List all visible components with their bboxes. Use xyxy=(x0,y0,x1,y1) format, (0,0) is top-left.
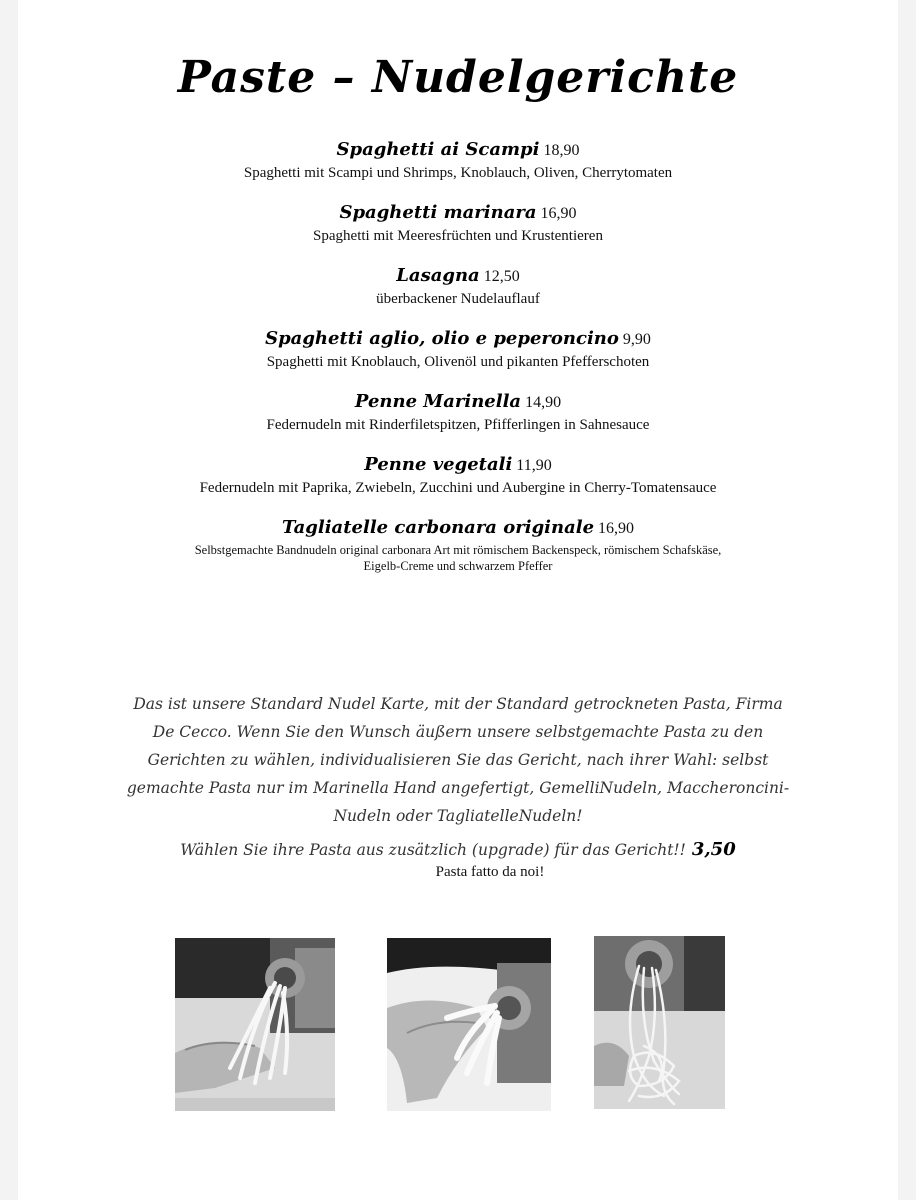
menu-item xyxy=(0,388,916,435)
dish-description-line-2: Eigelb-Creme und schwarzem Pfeffer xyxy=(363,559,553,573)
maccheroncini-hand-photo xyxy=(387,938,551,1111)
menu-item xyxy=(0,199,916,246)
dish-name: Spaghetti ai Scampi xyxy=(336,139,540,160)
dish-price: 11,90 xyxy=(516,457,552,474)
upgrade-offer xyxy=(0,836,916,864)
page-title: Paste – Nudelgerichte xyxy=(177,52,739,103)
dish-price: 18,90 xyxy=(543,142,580,159)
dish-description: Spaghetti mit Knoblauch, Olivenöl und pikanten Pfefferschoten xyxy=(266,354,650,370)
pasta-note xyxy=(100,690,816,830)
dish-description: überbackener Nudelauflauf xyxy=(376,291,540,307)
menu-item xyxy=(0,451,916,498)
dish-description: Federnudeln mit Rinderfiletspitzen, Pfifferlingen in Sahnesauce xyxy=(266,417,650,433)
dish-price: 9,90 xyxy=(622,331,651,348)
dish-name: Spaghetti aglio, olio e peperoncino xyxy=(265,328,619,349)
menu-item xyxy=(0,325,916,372)
note-line: De Cecco. Wenn Sie den Wunsch äußern unsere selbstgemachte Pasta zu den xyxy=(152,723,764,741)
upgrade-price: 3,50 xyxy=(691,839,736,860)
pasta-extruder-hand-photo xyxy=(175,938,335,1111)
menu-item xyxy=(0,262,916,309)
note-line: Gerichten zu wählen, individualisieren Sie das Gericht, nach ihrer Wahl: selbst xyxy=(147,751,769,769)
note-line: gemachte Pasta nur im Marinella Hand angefertigt, GemelliNudeln, Maccheroncini- xyxy=(126,779,790,797)
dish-description: Spaghetti mit Meeresfrüchten und Krustentieren xyxy=(313,228,603,244)
menu-item xyxy=(0,514,916,574)
dish-description: Federnudeln mit Paprika, Zwiebeln, Zucchini und Aubergine in Cherry-Tomatensauce xyxy=(199,480,717,496)
dish-description: Spaghetti mit Scampi und Shrimps, Knoblauch, Oliven, Cherrytomaten xyxy=(243,165,673,181)
dish-price: 12,50 xyxy=(483,268,520,285)
tagliatelle-machine-photo xyxy=(594,936,725,1109)
note-line: Das ist unsere Standard Nudel Karte, mit der Standard getrockneten Pasta, Firma xyxy=(133,695,783,713)
upgrade-text: Wählen Sie ihre Pasta aus zusätzlich (upgrade) für das Gericht!! xyxy=(180,841,686,859)
dish-price: 16,90 xyxy=(598,520,635,537)
dish-name: Lasagna xyxy=(396,265,480,286)
dish-name: Tagliatelle carbonara originale xyxy=(281,517,595,538)
dish-list xyxy=(0,136,916,590)
menu-item xyxy=(0,136,916,183)
dish-name: Penne vegetali xyxy=(364,454,513,475)
note-line: Nudeln oder TagliatelleNudeln! xyxy=(333,807,583,825)
dish-price: 14,90 xyxy=(525,394,562,411)
pasta-fatto-da-noi: Pasta fatto da noi! xyxy=(435,864,545,880)
dish-description-line-1: Selbstgemachte Bandnudeln original carbonara Art mit römischem Backenspeck, römischem Schafskäse, xyxy=(194,543,722,557)
dish-price: 16,90 xyxy=(540,205,577,222)
dish-name: Penne Marinella xyxy=(354,391,522,412)
dish-name: Spaghetti marinara xyxy=(339,202,537,223)
